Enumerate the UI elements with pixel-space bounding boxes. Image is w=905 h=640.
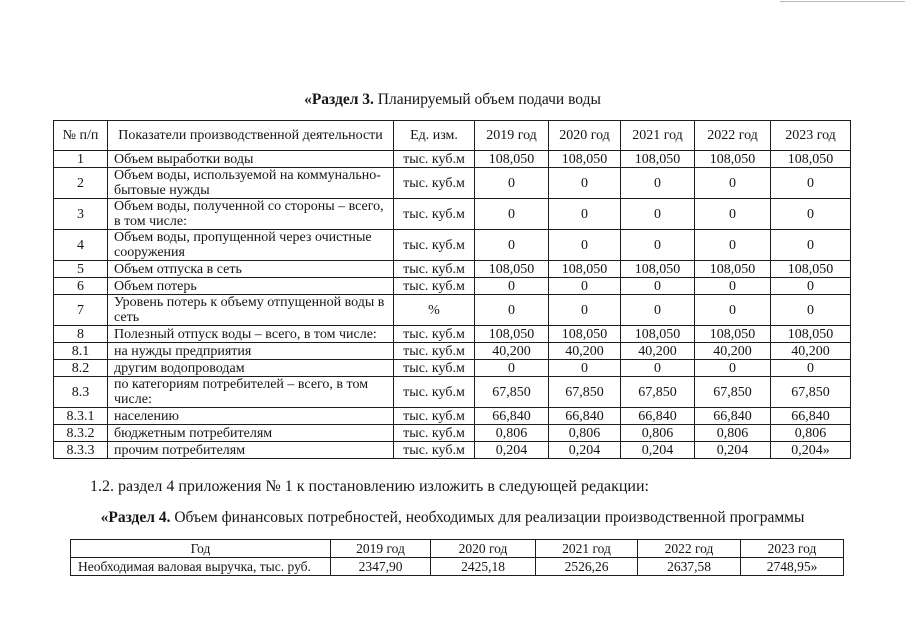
year-value: 0 [771, 295, 851, 326]
year-value: 108,050 [549, 326, 621, 343]
row-number: 1 [54, 151, 108, 168]
year-value: 66,840 [695, 408, 771, 425]
row-number: 2 [54, 168, 108, 199]
row-number: 5 [54, 261, 108, 278]
column-header: 2021 год [621, 121, 695, 151]
year-value: 0 [771, 278, 851, 295]
year-value: 0 [475, 278, 549, 295]
year-value: 0,204 [695, 442, 771, 459]
section-4-heading-label: «Раздел 4. [100, 509, 171, 526]
year-value: 0 [771, 168, 851, 199]
year-value: 0 [621, 168, 695, 199]
table-row [54, 230, 851, 261]
year-value: 67,850 [475, 377, 549, 408]
unit: тыс. куб.м [394, 377, 475, 408]
year-value: 66,840 [621, 408, 695, 425]
row-number: 7 [54, 295, 108, 326]
table-row [54, 168, 851, 199]
section-4-heading [0, 509, 905, 527]
unit: тыс. куб.м [394, 442, 475, 459]
year-value: 40,200 [621, 343, 695, 360]
unit: тыс. куб.м [394, 425, 475, 442]
year-value: 0,204 [475, 442, 549, 459]
financial-needs-header-row [71, 540, 844, 558]
indicator-name: по категориям потребителей – всего, в том числе: [108, 377, 394, 408]
unit: тыс. куб.м [394, 199, 475, 230]
unit: тыс. куб.м [394, 168, 475, 199]
indicator-name: Объем воды, пропущенной через очистные сооружения [108, 230, 394, 261]
year-value: 0,806 [549, 425, 621, 442]
year-value: 0 [695, 199, 771, 230]
indicator-name: Объем воды, полученной со стороны – всего, в том числе: [108, 199, 394, 230]
year-value: 0,806 [771, 425, 851, 442]
year-value: 67,850 [621, 377, 695, 408]
column-header: 2019 год [475, 121, 549, 151]
year-value: 108,050 [695, 151, 771, 168]
year-value: 0 [549, 295, 621, 326]
year-value: 108,050 [621, 151, 695, 168]
unit: тыс. куб.м [394, 408, 475, 425]
year-value: 108,050 [549, 151, 621, 168]
year-value: 108,050 [771, 261, 851, 278]
year-value: 0 [475, 199, 549, 230]
year-value: 0 [621, 360, 695, 377]
year-value: 108,050 [771, 326, 851, 343]
year-value: 0 [621, 230, 695, 261]
year-value: 0 [475, 360, 549, 377]
unit: тыс. куб.м [394, 151, 475, 168]
unit: % [394, 295, 475, 326]
row-number: 6 [54, 278, 108, 295]
row-number: 3 [54, 199, 108, 230]
year-value: 108,050 [771, 151, 851, 168]
year-header: 2021 год [536, 540, 638, 558]
financial-needs-body [71, 558, 844, 576]
year-value: 0 [621, 278, 695, 295]
year-value: 108,050 [475, 261, 549, 278]
row-number: 8.3 [54, 377, 108, 408]
year-value: 2637,58 [638, 558, 741, 576]
table-row [54, 295, 851, 326]
year-value: 0 [475, 230, 549, 261]
year-value: 0 [695, 360, 771, 377]
year-value: 0,204 [621, 442, 695, 459]
year-value: 108,050 [549, 261, 621, 278]
year-value: 67,850 [549, 377, 621, 408]
year-value: 0,806 [695, 425, 771, 442]
year-value: 0 [771, 199, 851, 230]
row-number: 8 [54, 326, 108, 343]
year-value: 108,050 [695, 326, 771, 343]
column-header: 2020 год [549, 121, 621, 151]
column-header: 2022 год [695, 121, 771, 151]
table-row [54, 442, 851, 459]
table-row [54, 326, 851, 343]
unit: тыс. куб.м [394, 360, 475, 377]
year-header: 2022 год [638, 540, 741, 558]
column-header: Показатели производственной деятельности [108, 121, 394, 151]
section-3-heading [0, 91, 905, 109]
indicator-name: Объем воды, используемой на коммунально-бытовые нужды [108, 168, 394, 199]
year-value: 66,840 [475, 408, 549, 425]
year-value: 108,050 [475, 326, 549, 343]
table-row [54, 278, 851, 295]
year-value: 0 [549, 360, 621, 377]
table-row [54, 199, 851, 230]
year-value: 0,806 [475, 425, 549, 442]
indicator-name: населению [108, 408, 394, 425]
year-value: 0 [695, 295, 771, 326]
indicator-name: Уровень потерь к объему отпущенной воды в сеть [108, 295, 394, 326]
table-row [54, 425, 851, 442]
planned-water-supply-table [53, 120, 851, 459]
year-value: 2748,95» [741, 558, 844, 576]
year-value: 108,050 [621, 326, 695, 343]
year-label-header: Год [71, 540, 331, 558]
column-header: № п/п [54, 121, 108, 151]
row-number: 4 [54, 230, 108, 261]
indicator-name: бюджетным потребителям [108, 425, 394, 442]
year-value: 0 [549, 230, 621, 261]
section-3-heading-title: Планируемый объем подачи воды [377, 91, 601, 108]
year-value: 66,840 [549, 408, 621, 425]
column-header: Ед. изм. [394, 121, 475, 151]
year-value: 0 [549, 168, 621, 199]
table-row [54, 261, 851, 278]
year-value: 2425,18 [431, 558, 536, 576]
year-value: 0 [695, 278, 771, 295]
indicator-name: прочим потребителям [108, 442, 394, 459]
unit: тыс. куб.м [394, 326, 475, 343]
year-value: 0,806 [621, 425, 695, 442]
year-value: 2526,26 [536, 558, 638, 576]
indicator-name: Объем отпуска в сеть [108, 261, 394, 278]
year-value: 0 [549, 199, 621, 230]
year-header: 2023 год [741, 540, 844, 558]
planned-supply-header-row [54, 121, 851, 151]
year-value: 0 [771, 230, 851, 261]
unit: тыс. куб.м [394, 278, 475, 295]
scan-edge-line [780, 1, 905, 2]
indicator-name: Объем потерь [108, 278, 394, 295]
row-number: 8.3.2 [54, 425, 108, 442]
paragraph-1-2: 1.2. раздел 4 приложения № 1 к постановлению изложить в следующей редакции: [90, 478, 649, 495]
year-value: 108,050 [475, 151, 549, 168]
row-number: 8.3.3 [54, 442, 108, 459]
unit: тыс. куб.м [394, 343, 475, 360]
table-row [54, 377, 851, 408]
year-value: 0,204» [771, 442, 851, 459]
planned-supply-body [54, 151, 851, 459]
year-value: 0 [695, 168, 771, 199]
unit: тыс. куб.м [394, 230, 475, 261]
indicator-name: Необходимая валовая выручка, тыс. руб. [71, 558, 331, 576]
year-value: 40,200 [695, 343, 771, 360]
year-value: 0 [695, 230, 771, 261]
unit: тыс. куб.м [394, 261, 475, 278]
section-3-heading-label: «Раздел 3. [304, 91, 374, 108]
year-header: 2019 год [331, 540, 431, 558]
financial-needs-table [70, 539, 844, 576]
year-value: 0 [621, 295, 695, 326]
table-row [54, 343, 851, 360]
year-header: 2020 год [431, 540, 536, 558]
indicator-name: другим водопроводам [108, 360, 394, 377]
table-row [54, 360, 851, 377]
year-value: 40,200 [475, 343, 549, 360]
year-value: 67,850 [695, 377, 771, 408]
row-number: 8.2 [54, 360, 108, 377]
table-row [54, 408, 851, 425]
year-value: 108,050 [695, 261, 771, 278]
year-value: 2347,90 [331, 558, 431, 576]
section-4-heading-title: Объем финансовых потребностей, необходимых для реализации производственной программы [174, 509, 805, 526]
year-value: 0 [771, 360, 851, 377]
year-value: 0 [475, 168, 549, 199]
row-number: 8.1 [54, 343, 108, 360]
column-header: 2023 год [771, 121, 851, 151]
indicator-name: на нужды предприятия [108, 343, 394, 360]
year-value: 0 [475, 295, 549, 326]
year-value: 0,204 [549, 442, 621, 459]
row-number: 8.3.1 [54, 408, 108, 425]
year-value: 108,050 [621, 261, 695, 278]
table-row [71, 558, 844, 576]
indicator-name: Объем выработки воды [108, 151, 394, 168]
indicator-name: Полезный отпуск воды – всего, в том числе: [108, 326, 394, 343]
year-value: 40,200 [549, 343, 621, 360]
year-value: 40,200 [771, 343, 851, 360]
year-value: 0 [621, 199, 695, 230]
year-value: 0 [549, 278, 621, 295]
table-row [54, 151, 851, 168]
year-value: 67,850 [771, 377, 851, 408]
year-value: 66,840 [771, 408, 851, 425]
